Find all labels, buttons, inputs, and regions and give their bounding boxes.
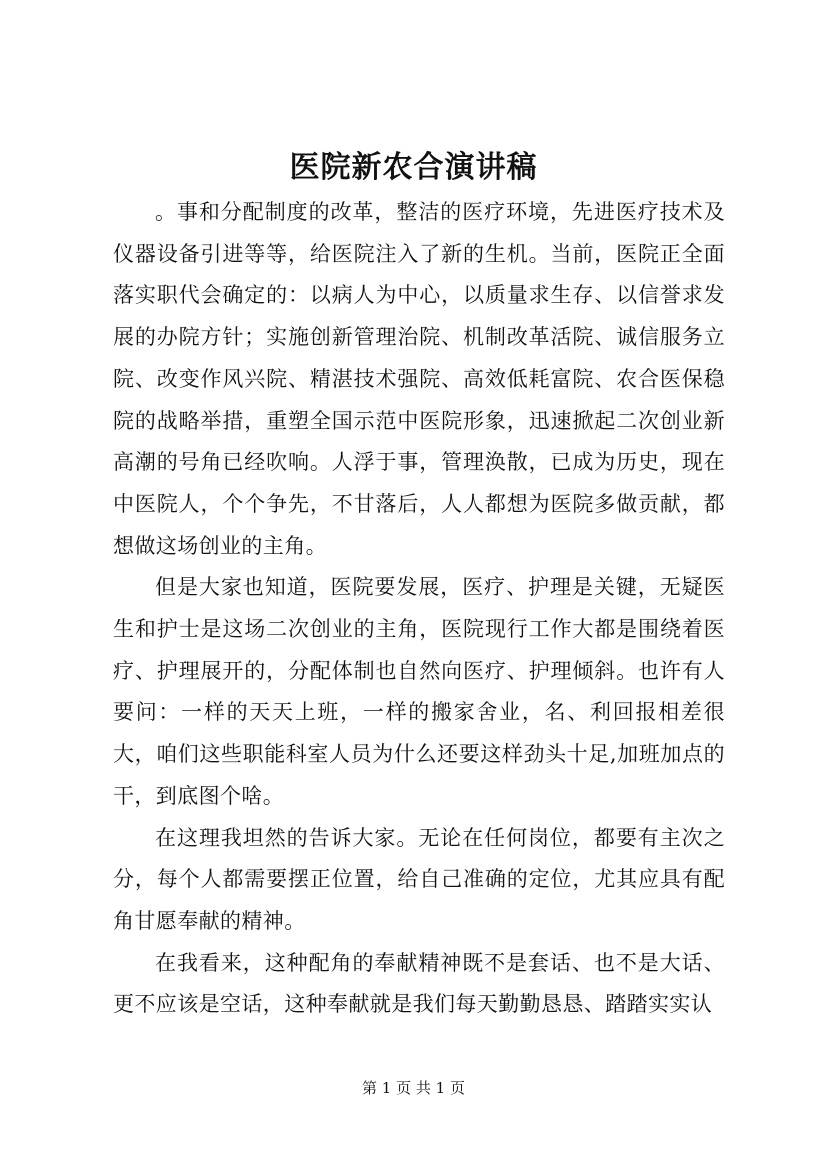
paragraph-2: 但是大家也知道，医院要发展，医疗、护理是关键，无疑医生和护士是这场二次创业的主角，医院现行工作大都是围绕着医疗、护理展开的，分配体制也自然向医疗、护理倾斜。也许有人要问：一样的天天上班，一样的搬家舍业，名、利回报相差很大，咱们这些职能科室人员为什么还要这样劲头十足,加班加点的干，到底图个啥。 bbox=[113, 575, 725, 808]
paragraph-1: 。事和分配制度的改革，整洁的医疗环境，先进医疗技术及仪器设备引进等等，给医院注入了新的生机。当前，医院正全面落实职代会确定的：以病人为中心，以质量求生存、以信誉求发展的办院方针；实施创新管理治院、机制改革活院、诚信服务立院、改变作风兴院、精湛技术强院、高效低耗富院、农合医保稳院的战略举措，重塑全国示范中医院形象，迅速掀起二次创业新高潮的号角已经吹响。人浮于事，管理涣散，已成为历史，现在中医院人，个个争先，不甘落后，人人都想为医院多做贡献，都想做这场创业的主角。 bbox=[113, 200, 725, 558]
document-title: 医院新农合演讲稿 bbox=[289, 150, 538, 185]
document-body bbox=[113, 192, 725, 1026]
paragraph-4: 在我看来，这种配角的奉献精神既不是套话、也不是大话、更不应该是空话，这种奉献就是我们每天勤勤恳恳、踏踏实实认 bbox=[113, 950, 725, 1017]
paragraph-3: 在这理我坦然的告诉大家。无论在任何岗位，都要有主次之分，每个人都需要摆正位置，给自己准确的定位，尤其应具有配角甘愿奉献的精神。 bbox=[113, 825, 725, 933]
page-footer: 第 1 页 共 1 页 bbox=[362, 1079, 465, 1097]
